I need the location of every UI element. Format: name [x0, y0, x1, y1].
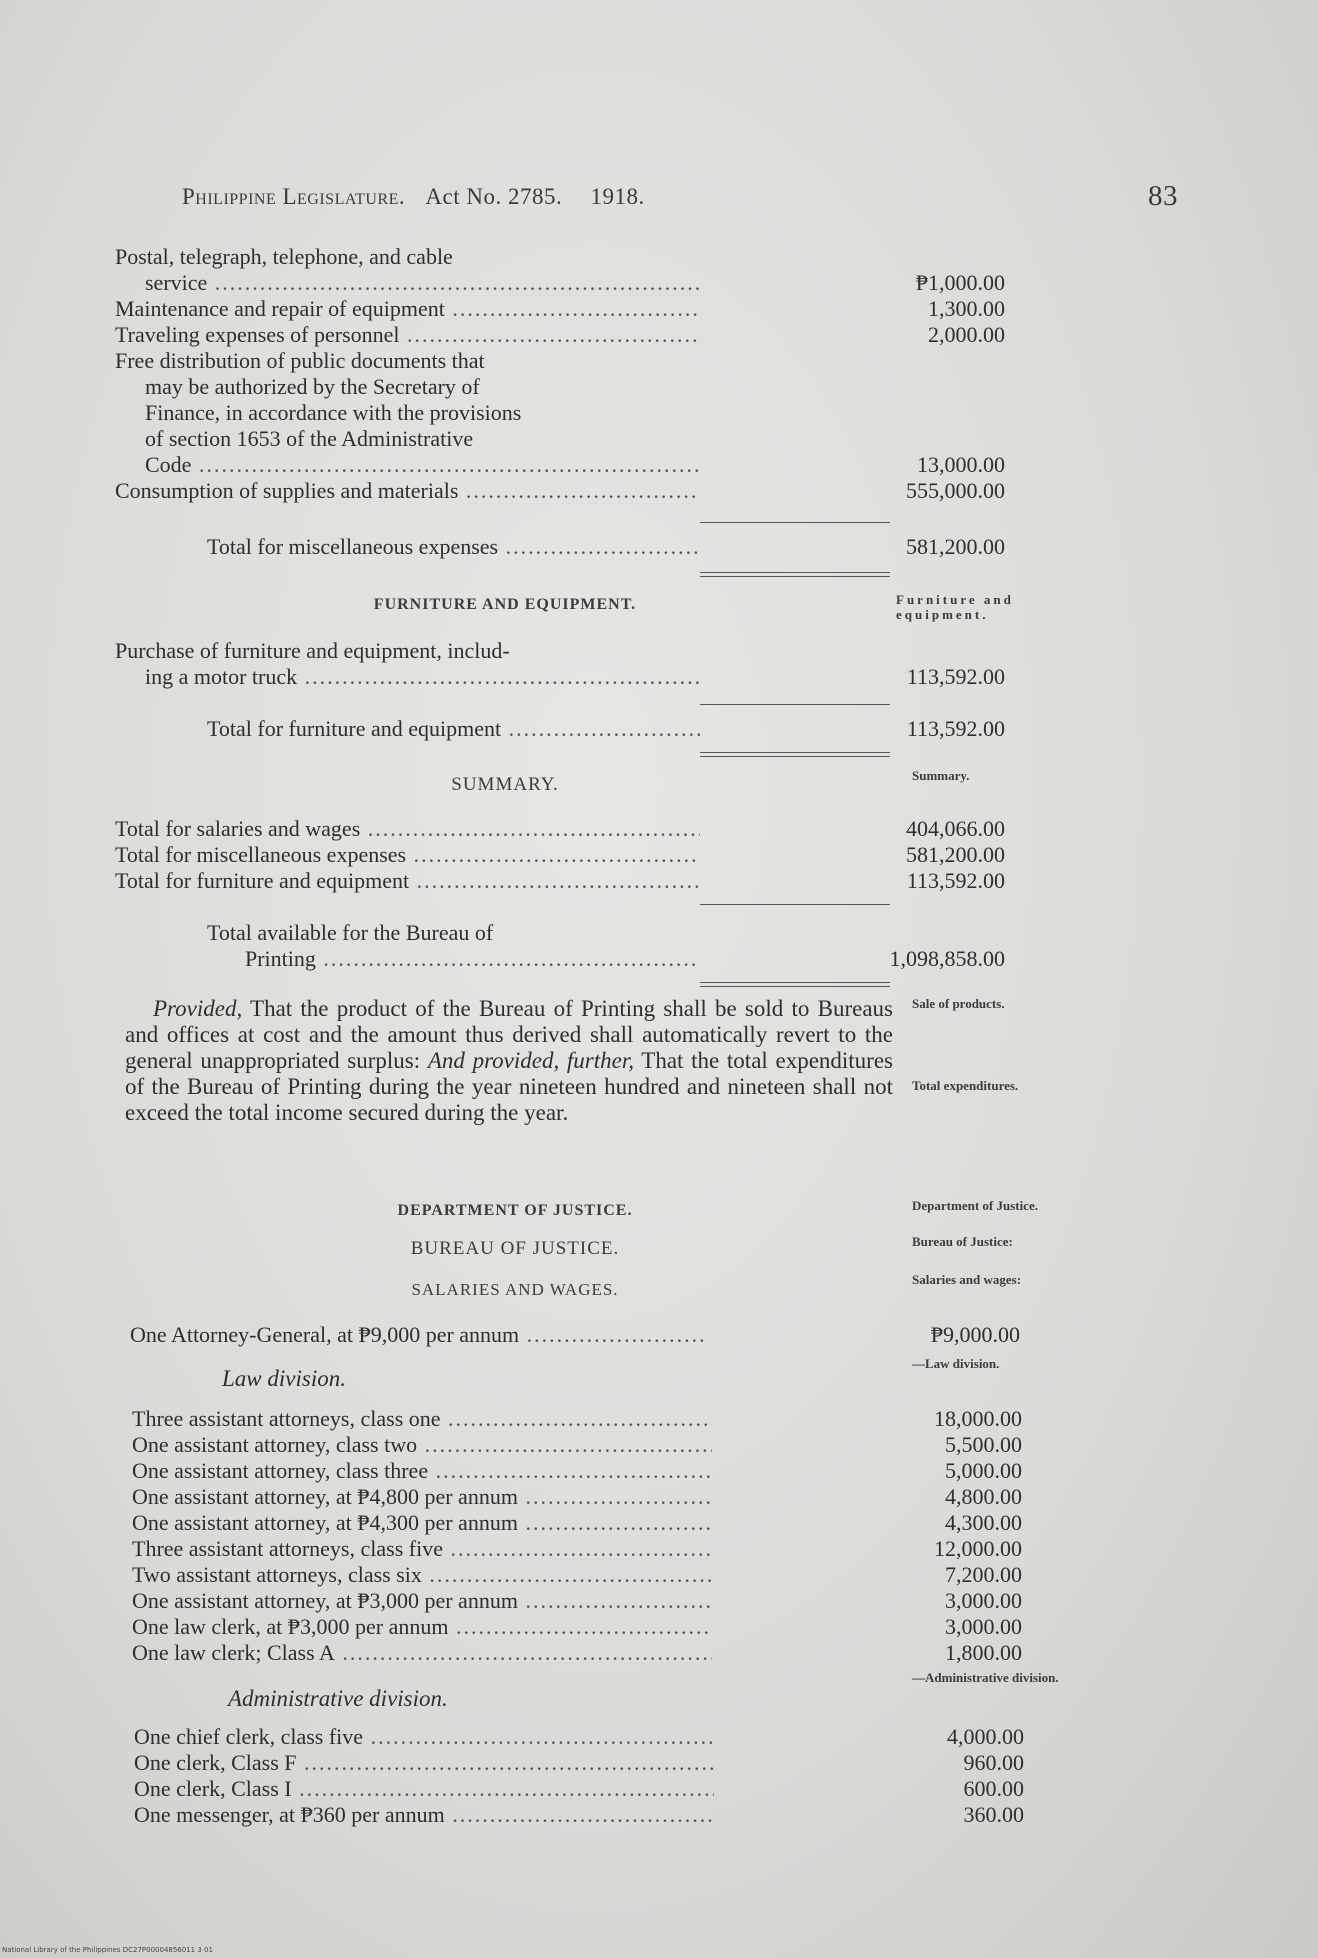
law-item-label: One law clerk; Class A	[132, 1640, 335, 1665]
law-item-amount: 7,200.00	[945, 1562, 1022, 1587]
law-item-label: One assistant attorney, class two	[132, 1432, 418, 1457]
furniture-total-amount: 113,592.00	[906, 716, 1005, 741]
ag-amount: ₱9,000.00	[930, 1322, 1020, 1347]
misc-line: Finance, in accordance with the provisions	[145, 400, 522, 425]
page-number: 83	[1148, 180, 1178, 212]
law-item-amount: 18,000.00	[934, 1406, 1022, 1431]
margin-note-salaries: Salaries and wages:	[912, 1272, 1022, 1287]
law-item-label: Three assistant attorneys, class one	[132, 1406, 441, 1431]
summary-total-line: Printing	[245, 946, 316, 971]
proviso-provided-further: And provided, further,	[427, 1048, 635, 1073]
misc-line: may be authorized by the Secretary of	[145, 374, 480, 399]
misc-amount: 555,000.00	[906, 478, 1005, 503]
summary-label: Total for furniture and equipment	[115, 868, 410, 893]
furniture-amount: 113,592.00	[906, 664, 1005, 689]
misc-line: Consumption of supplies and materials	[115, 478, 459, 503]
misc-amount: ₱1,000.00	[915, 270, 1005, 295]
furniture-line: Purchase of furniture and equipment, includ-	[115, 638, 510, 663]
law-item-amount: 5,500.00	[945, 1432, 1022, 1457]
scan-footer: National Library of the Philippines DC27P00004856011 3 01	[2, 1946, 213, 1954]
margin-note-sale: Sale of products.	[912, 996, 1005, 1011]
summary-amount: 404,066.00	[906, 816, 1005, 841]
law-division-heading: Law division.	[222, 1366, 346, 1391]
summary-total-line: Total available for the Bureau of	[207, 920, 494, 945]
admin-item-label: One clerk, Class F	[134, 1750, 297, 1775]
admin-item-label: One chief clerk, class five	[134, 1724, 364, 1749]
summary-total-amount: 1,098,858.00	[889, 946, 1005, 971]
law-item-label: Three assistant attorneys, class five	[132, 1536, 443, 1561]
ag-label: One Attorney-General, at ₱9,000 per annum	[130, 1322, 520, 1347]
header-title: Philippine Legislature.	[182, 184, 406, 209]
furniture-total-row	[115, 716, 1005, 742]
department-heading: DEPARTMENT OF JUSTICE.	[397, 1202, 633, 1219]
misc-line: of section 1653 of the Administrative	[145, 426, 474, 451]
law-item-label: One assistant attorney, at ₱3,000 per annum	[132, 1588, 518, 1613]
summary-label: Total for miscellaneous expenses	[115, 842, 407, 867]
header-act: Act No. 2785.	[425, 184, 563, 209]
furniture-total-label: Total for furniture and equipment	[207, 716, 502, 741]
margin-note-bureau: Bureau of Justice:	[912, 1234, 1013, 1249]
summary-block	[115, 816, 1005, 894]
misc-total-label: Total for miscellaneous expenses	[207, 534, 499, 559]
misc-line: Free distribution of public documents that	[115, 348, 485, 373]
misc-line: service	[145, 270, 208, 295]
margin-note-furniture: Furniture and equipment.	[896, 592, 1014, 622]
furniture-heading: FURNITURE AND EQUIPMENT.	[373, 596, 637, 613]
misc-total-amount: 581,200.00	[906, 534, 1005, 559]
law-item-amount: 1,800.00	[945, 1640, 1022, 1665]
misc-line: Postal, telegraph, telephone, and cable	[115, 244, 453, 269]
misc-amount: 13,000.00	[917, 452, 1005, 477]
law-item-label: One assistant attorney, at ₱4,300 per annum	[132, 1510, 518, 1535]
double-rule	[700, 572, 890, 577]
margin-note-total-expenditures: Total expenditures.	[912, 1078, 1019, 1093]
admin-item-amount: 960.00	[963, 1750, 1024, 1775]
misc-line: Traveling expenses of personnel	[115, 322, 400, 347]
margin-note-admin: —Administrative division.	[912, 1670, 1059, 1685]
admin-item-amount: 360.00	[963, 1802, 1024, 1827]
rule	[700, 904, 890, 905]
law-division-list	[132, 1406, 1022, 1666]
proviso-provided: Provided,	[153, 996, 243, 1021]
summary-amount: 581,200.00	[906, 842, 1005, 867]
admin-item-amount: 600.00	[963, 1776, 1024, 1801]
law-item-label: One assistant attorney, class three	[132, 1458, 429, 1483]
furniture-block	[115, 638, 1005, 690]
misc-expenses-block	[115, 244, 1005, 504]
law-item-amount: 4,300.00	[945, 1510, 1022, 1535]
margin-note-law: —Law division.	[912, 1356, 1000, 1371]
proviso-text: That the total expenditures of the Bureau of Printing during the year nineteen hundred and nineteen shall not exceed the total income secured during the year.	[125, 1048, 894, 1125]
header-year: 1918.	[590, 184, 645, 209]
attorney-general-row	[130, 1322, 1020, 1348]
misc-amount: 2,000.00	[928, 322, 1005, 347]
admin-division-list	[134, 1724, 1024, 1828]
furniture-line: ing a motor truck	[145, 664, 298, 689]
proviso-text: That the product of the Bureau of Printing shall be sold to Bureaus and offices at cost and the amount thus derived shall automatically revert to the general unappropriated surplus:	[125, 996, 893, 1073]
admin-item-amount: 4,000.00	[947, 1724, 1024, 1749]
misc-line: Maintenance and repair of equipment	[115, 296, 445, 321]
admin-item-label: One clerk, Class I	[134, 1776, 292, 1801]
summary-total-row	[115, 920, 1005, 972]
bureau-heading: BUREAU OF JUSTICE.	[410, 1238, 620, 1259]
misc-line: Code	[145, 452, 192, 477]
law-item-label: One law clerk, at ₱3,000 per annum	[132, 1614, 449, 1639]
margin-note-summary: Summary.	[912, 768, 970, 783]
page-header	[182, 180, 1178, 212]
law-item-amount: 4,800.00	[945, 1484, 1022, 1509]
law-item-amount: 3,000.00	[945, 1614, 1022, 1639]
law-item-amount: 12,000.00	[934, 1536, 1022, 1561]
law-item-amount: 5,000.00	[945, 1458, 1022, 1483]
summary-label: Total for salaries and wages	[115, 816, 361, 841]
misc-total-row	[115, 534, 1005, 560]
salaries-heading: SALARIES AND WAGES.	[411, 1280, 619, 1299]
law-item-label: Two assistant attorneys, class six	[132, 1562, 422, 1587]
admin-item-label: One messenger, at ₱360 per annum	[134, 1802, 445, 1827]
law-item-amount: 3,000.00	[945, 1588, 1022, 1613]
proviso-paragraph	[125, 996, 893, 1126]
rule	[700, 704, 890, 705]
summary-amount: 113,592.00	[906, 868, 1005, 893]
summary-heading: SUMMARY.	[451, 774, 559, 795]
double-rule	[700, 752, 890, 757]
margin-note-department: Department of Justice.	[912, 1198, 1038, 1213]
double-rule	[700, 982, 890, 987]
law-item-label: One assistant attorney, at ₱4,800 per annum	[132, 1484, 518, 1509]
misc-amount: 1,300.00	[928, 296, 1005, 321]
rule	[700, 522, 890, 523]
admin-division-heading: Administrative division.	[228, 1686, 448, 1711]
